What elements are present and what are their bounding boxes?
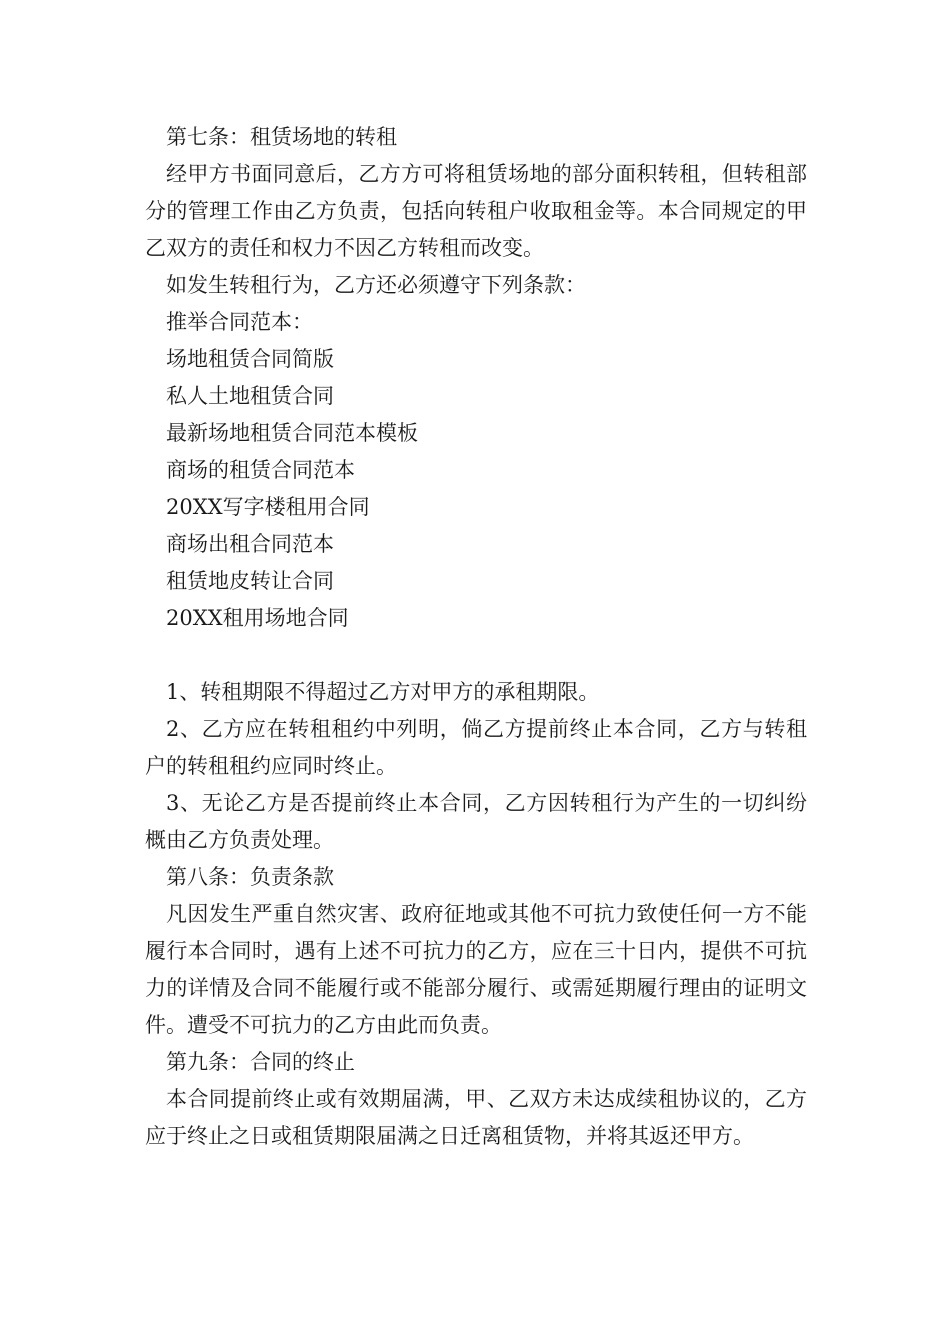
section-8-title: 第八条：负责条款 <box>166 865 334 889</box>
section-7-paragraph-1: 经甲方书面同意后，乙方方可将租赁场地的部分面积转租，但转租部分的管理工作由乙方负责，包括向转租户收取租金等。本合同规定的甲乙双方的责任和权力不因乙方转租而改变。 <box>145 162 807 260</box>
recommend-item[interactable]: 商场的租赁合同范本 <box>166 458 355 482</box>
section-9-paragraph-1: 本合同提前终止或有效期届满，甲、乙双方未达成续租协议的，乙方应于终止之日或租赁期限届满之日迁离租赁物，并将其返还甲方。 <box>145 1087 807 1148</box>
recommend-title: 推举合同范本： <box>166 310 313 334</box>
section-9-title: 第九条：合同的终止 <box>166 1050 355 1074</box>
recommend-item[interactable]: 场地租赁合同简版 <box>166 347 334 371</box>
recommend-item[interactable]: 20XX写字楼租用合同 <box>166 495 370 519</box>
section-8-paragraph-1: 凡因发生严重自然灾害、政府征地或其他不可抗力致使任何一方不能履行本合同时，遇有上述不可抗力的乙方，应在三十日内，提供不可抗力的详情及合同不能履行或不能部分履行、或需延期履行理由的证明文件。遭受不可抗力的乙方由此而负责。 <box>145 902 807 1037</box>
clause-2: 2、乙方应在转租租约中列明，倘乙方提前终止本合同，乙方与转租户的转租租约应同时终止。 <box>145 717 807 778</box>
clause-3: 3、无论乙方是否提前终止本合同，乙方因转租行为产生的一切纠纷概由乙方负责处理。 <box>145 791 807 852</box>
section-7-paragraph-2: 如发生转租行为，乙方还必须遵守下列条款： <box>166 273 586 297</box>
section-7-title: 第七条：租赁场地的转租 <box>166 125 397 149</box>
recommend-item[interactable]: 商场出租合同范本 <box>166 532 334 556</box>
document-body <box>145 119 807 1155</box>
recommend-item[interactable]: 租赁地皮转让合同 <box>166 569 334 593</box>
paragraph-spacer <box>145 637 807 674</box>
clause-1: 1、转租期限不得超过乙方对甲方的承租期限。 <box>166 680 600 704</box>
recommend-item[interactable]: 私人土地租赁合同 <box>166 384 334 408</box>
recommend-item[interactable]: 最新场地租赁合同范本模板 <box>166 421 418 445</box>
recommend-item[interactable]: 20XX租用场地合同 <box>166 606 349 630</box>
